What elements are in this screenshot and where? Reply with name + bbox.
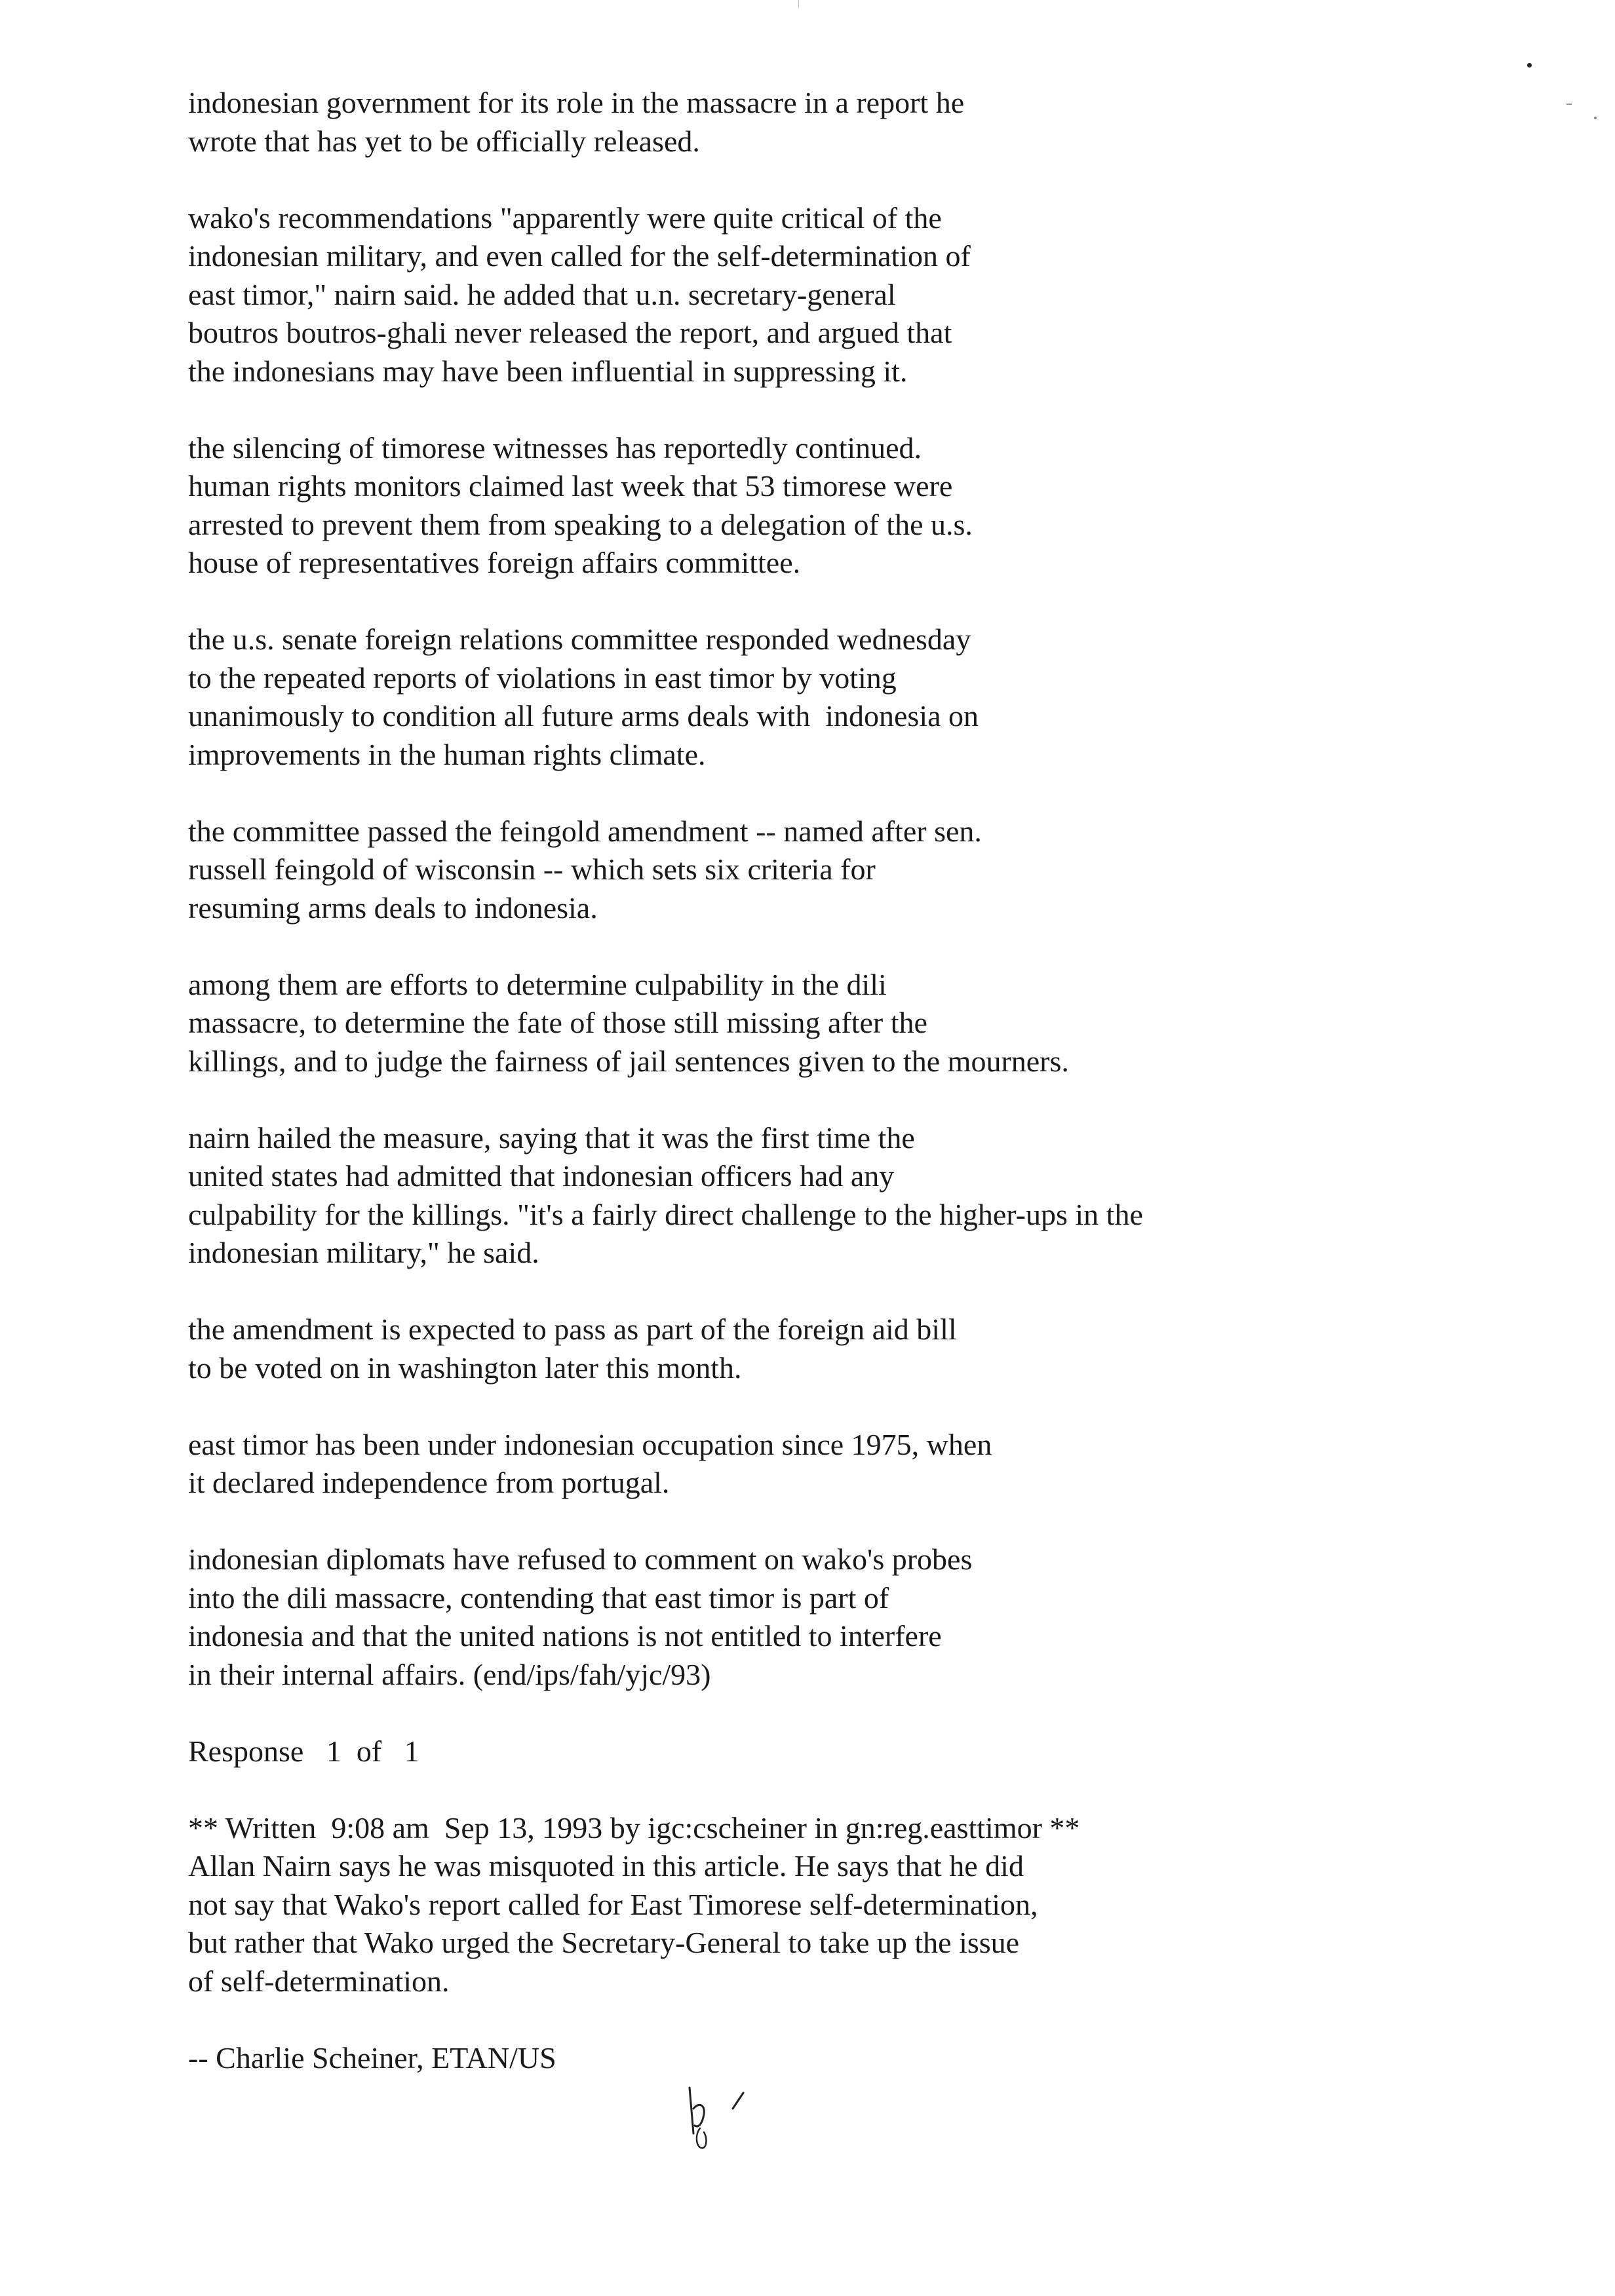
text-line: the silencing of timorese witnesses has reportedly continued. — [188, 430, 922, 465]
text-line: east timor," nairn said. he added that u.n. secretary-general — [188, 277, 896, 311]
paragraph-3 — [188, 429, 1433, 583]
text-line: indonesian diplomats have refused to comment on wako's probes — [188, 1542, 973, 1576]
text-line: among them are efforts to determine culpability in the dili — [188, 967, 887, 1001]
paragraph-7 — [188, 1119, 1433, 1272]
paragraph-8 — [188, 1311, 1433, 1387]
text-line: Allan Nairn says he was misquoted in this article. He says that he did — [188, 1849, 1024, 1883]
text-line: the committee passed the feingold amendment -- named after sen. — [188, 814, 982, 848]
paragraph-9 — [188, 1426, 1433, 1502]
text-line: russell feingold of wisconsin -- which sets six criteria for — [188, 852, 876, 886]
text-line: it declared independence from portugal. — [188, 1466, 670, 1499]
text-line: indonesian government for its role in the massacre in a report he — [188, 86, 965, 119]
text-line: killings, and to judge the fairness of jail sentences given to the mourners. — [188, 1044, 1069, 1078]
text-line: to be voted on in washington later this month. — [188, 1350, 742, 1385]
text-line: wako's recommendations "apparently were quite critical of the — [188, 201, 942, 235]
text-line: indonesia and that the united nations is not entitled to interfere — [188, 1619, 942, 1653]
text-line: house of representatives foreign affairs committee. — [188, 546, 801, 579]
text-line: massacre, to determine the fate of those still missing after the — [188, 1006, 927, 1039]
scan-mark-top — [798, 0, 799, 8]
scan-dot-right-2 — [1594, 117, 1597, 119]
signature — [188, 2039, 1433, 2078]
text-line: of self-determination. — [188, 1964, 450, 1998]
response-count — [188, 1732, 1433, 1771]
signature-text: -- Charlie Scheiner, ETAN/US — [188, 2040, 556, 2075]
text-line: human rights monitors claimed last week that 53 timorese were — [188, 469, 953, 503]
text-line: wrote that has yet to be officially released. — [188, 124, 700, 158]
text-line: unanimously to condition all future arms deals with indonesia on — [188, 699, 979, 733]
response-count-text: Response 1 of 1 — [188, 1734, 419, 1768]
document-body — [188, 84, 1433, 2116]
paragraph-5 — [188, 813, 1433, 928]
text-line: into the dili massacre, contending that east timor is part of — [188, 1580, 889, 1615]
paragraph-2 — [188, 199, 1433, 391]
text-line: not say that Wako's report called for East Timorese self-determination, — [188, 1887, 1038, 1921]
response-header: ** Written 9:08 am Sep 13, 1993 by igc:cscheiner in gn:reg.easttimor ** — [188, 1810, 1080, 1845]
text-line: but rather that Wako urged the Secretary-General to take up the issue — [188, 1926, 1020, 1959]
text-line: the amendment is expected to pass as part of the foreign aid bill — [188, 1312, 957, 1346]
text-line: in their internal affairs. (end/ips/fah/yjc/93) — [188, 1657, 711, 1691]
text-line: arrested to prevent them from speaking to a delegation of the u.s. — [188, 507, 973, 541]
text-line: to the repeated reports of violations in east timor by voting — [188, 660, 897, 695]
paragraph-1 — [188, 84, 1433, 161]
text-line: the u.s. senate foreign relations committee responded wednesday — [188, 622, 971, 656]
handwritten-mark — [675, 2082, 760, 2154]
text-line: indonesian military," he said. — [188, 1236, 539, 1269]
text-line: east timor has been under indonesian occupation since 1975, when — [188, 1427, 992, 1461]
paragraph-10 — [188, 1540, 1433, 1694]
paragraph-4 — [188, 621, 1433, 774]
text-line: nairn hailed the measure, saying that it was the first time the — [188, 1120, 915, 1155]
paragraph-6 — [188, 966, 1433, 1081]
scan-dot-top-right — [1527, 63, 1532, 67]
scan-mark-right-1 — [1566, 104, 1572, 105]
text-line: resuming arms deals to indonesia. — [188, 890, 598, 925]
text-line: improvements in the human rights climate. — [188, 737, 706, 771]
response-note — [188, 1809, 1433, 2001]
text-line: culpability for the killings. "it's a fairly direct challenge to the higher-ups in the — [188, 1197, 1143, 1231]
text-line: indonesian military, and even called for the self-determination of — [188, 239, 971, 273]
text-line: boutros boutros-ghali never released the report, and argued that — [188, 316, 952, 349]
text-line: united states had admitted that indonesian officers had any — [188, 1159, 895, 1193]
text-line: the indonesians may have been influential in suppressing it. — [188, 354, 908, 388]
